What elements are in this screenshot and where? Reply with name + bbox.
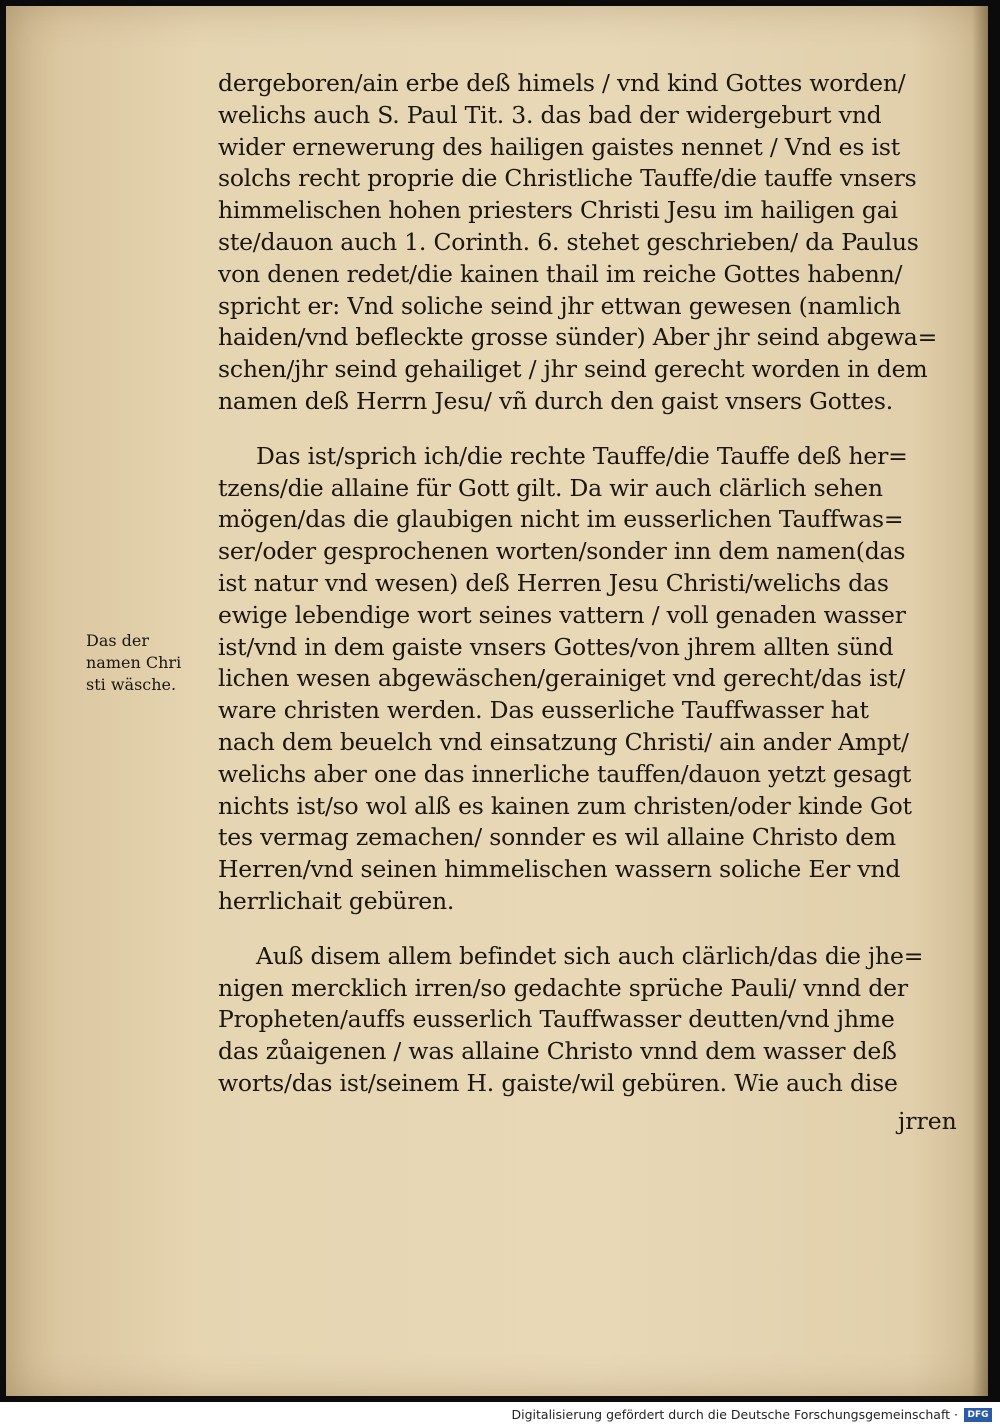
- text-line: ser/oder gesprochenen worten/sonder inn dem namen(das: [218, 537, 906, 566]
- footer-credit: Digitalisierung gefördert durch die Deutsche Forschungsgemeinschaft ·: [511, 1407, 958, 1422]
- text-line: nichts ist/so wol alß es kainen zum christen/oder kinde Got: [218, 791, 912, 820]
- text-line: ware christen werden. Das eusserliche Tauffwasser hat: [218, 696, 869, 725]
- paragraph-3: [218, 941, 948, 1100]
- text-line: welichs aber one das innerliche tauffen/dauon yetzt gesagt: [218, 759, 912, 788]
- text-line: tes vermag zemachen/ sonnder es wil allaine Christo dem: [218, 823, 896, 852]
- margin-note-line: Das der: [86, 631, 150, 650]
- text-line: Auß disem allem befindet sich auch clärlich/das die jhe=: [256, 941, 924, 970]
- text-line: wider ernewerung des hailigen gaistes nennet / Vnd es ist: [218, 132, 900, 161]
- main-text-block: [218, 68, 948, 1100]
- text-line: worts/das ist/seinem H. gaiste/wil gebüren. Wie auch dise: [218, 1068, 898, 1097]
- text-line: himmelischen hohen priesters Christi Jesu im hailigen gai: [218, 196, 898, 225]
- text-line: Das ist/sprich ich/die rechte Tauffe/die Tauffe deß her=: [256, 441, 908, 470]
- text-line: solchs recht proprie die Christliche Tauffe/die tauffe vnsers: [218, 164, 917, 193]
- text-line: haiden/vnd befleckte grosse sünder) Aber jhr seind abgewa=: [218, 323, 938, 352]
- paragraph-2: [218, 441, 948, 918]
- text-line: ewige lebendige wort seines vattern / voll genaden wasser: [218, 600, 906, 629]
- text-line: ist/vnd in dem gaiste vnsers Gottes/von jhrem allten sünd: [218, 632, 894, 661]
- text-line: namen deß Herrn Jesu/ vñ durch den gaist vnsers Gottes.: [218, 386, 893, 415]
- paragraph-1: [218, 68, 948, 418]
- dfg-logo: DFG: [964, 1408, 992, 1422]
- text-line: herrlichait gebüren.: [218, 886, 455, 915]
- text-line: schen/jhr seind gehailiget / jhr seind gerecht worden in dem: [218, 355, 928, 384]
- text-line: Propheten/auffs eusserlich Tauffwasser deutten/vnd jhme: [218, 1005, 895, 1034]
- text-line: von denen redet/die kainen thail im reiche Gottes habenn/: [218, 259, 903, 288]
- text-line: nach dem beuelch vnd einsatzung Christi/ ain ander Ampt/: [218, 727, 909, 756]
- text-line: ste/dauon auch 1. Corinth. 6. stehet geschrieben/ da Paulus: [218, 227, 919, 256]
- digitization-footer: [0, 1402, 1000, 1428]
- text-line: tzens/die allaine für Gott gilt. Da wir auch clärlich sehen: [218, 473, 883, 502]
- text-line: nigen mercklich irren/so gedachte sprüche Pauli/ vnnd der: [218, 973, 908, 1002]
- marginal-note: [86, 630, 206, 696]
- text-line: Herren/vnd seinen himmelischen wassern soliche Eer vnd: [218, 855, 901, 884]
- text-line: mögen/das die glaubigen nicht im eusserlichen Tauffwas=: [218, 505, 904, 534]
- text-line: welichs auch S. Paul Tit. 3. das bad der widergeburt vnd: [218, 100, 882, 129]
- text-line: ist natur vnd wesen) deß Herren Jesu Christi/welichs das: [218, 568, 889, 597]
- text-line: spricht er: Vnd soliche seind jhr ettwan gewesen (namlich: [218, 291, 901, 320]
- margin-note-line: namen Chri: [86, 653, 182, 672]
- margin-note-line: sti wäsche.: [86, 675, 177, 694]
- text-line: das zůaigenen / was allaine Christo vnnd dem wasser deß: [218, 1037, 897, 1066]
- text-line: lichen wesen abgewäschen/gerainiget vnd gerecht/das ist/: [218, 664, 906, 693]
- catchword: jrren: [898, 1107, 957, 1135]
- text-line: dergeboren/ain erbe deß himels / vnd kind Gottes worden/: [218, 69, 906, 97]
